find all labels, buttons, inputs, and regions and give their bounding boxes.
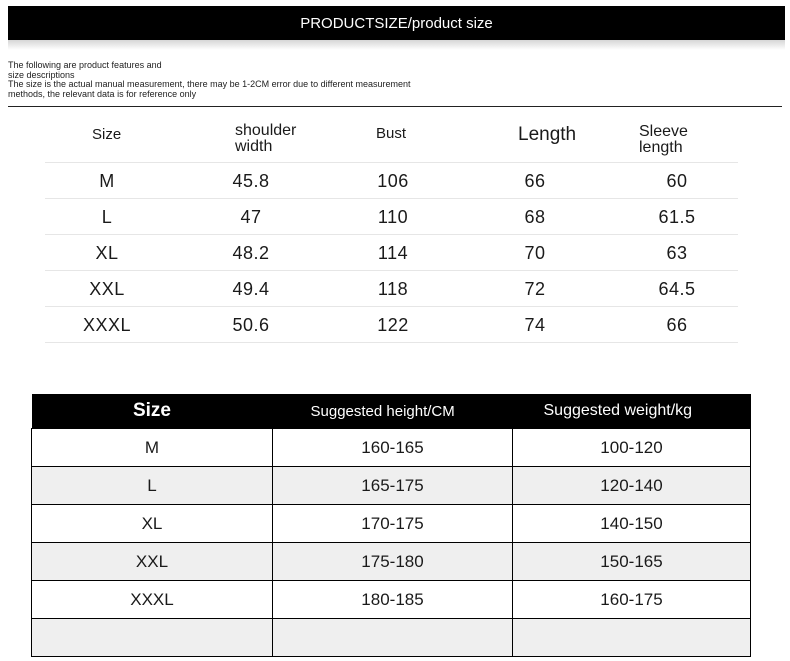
cell-height: 170-175 — [273, 505, 513, 543]
cell-length: 66 — [524, 171, 546, 191]
header-sleeve-length — [639, 124, 688, 156]
fit-table-row — [32, 429, 751, 467]
cell-size: XL — [32, 505, 273, 543]
cell-shoulder: 49.4 — [232, 279, 270, 299]
cell-weight: 140-150 — [513, 505, 751, 543]
size-table-row — [45, 163, 738, 199]
cell-size — [32, 619, 273, 657]
cell-weight: 120-140 — [513, 467, 751, 505]
header-size: Size — [92, 126, 122, 143]
cell-size: XL — [95, 243, 119, 263]
header-length: Length — [518, 124, 577, 145]
cell-bust: 110 — [377, 207, 409, 227]
divider — [8, 106, 782, 107]
size-measurement-table — [45, 114, 738, 343]
note-line: size descriptions — [8, 69, 75, 80]
header-bust: Bust — [376, 125, 407, 142]
cell-sleeve: 61.5 — [658, 207, 696, 227]
cell-size: L — [101, 207, 113, 227]
header-label-line: Sleeve — [639, 123, 688, 140]
cell-height: 160-165 — [273, 429, 513, 467]
cell-bust: 118 — [377, 279, 409, 299]
page-banner — [8, 6, 785, 40]
cell-size: XXXL — [82, 315, 132, 335]
cell-length: 72 — [524, 279, 546, 299]
cell-sleeve: 60 — [666, 171, 688, 191]
header-suggested-weight: Suggested weight/kg — [513, 394, 751, 429]
note-line: methods, the relevant data is for reference only — [8, 88, 197, 99]
fit-table-header — [32, 394, 751, 429]
header-label-line: length — [639, 139, 683, 156]
header-suggested-height: Suggested height/CM — [273, 394, 513, 429]
cell-bust: 122 — [377, 315, 409, 335]
header-label-line: shoulder — [235, 122, 297, 139]
header-size: Size — [32, 394, 273, 429]
size-table-row — [45, 271, 738, 307]
cell-sleeve: 63 — [666, 243, 688, 263]
cell-bust: 106 — [377, 171, 409, 191]
cell-size: XXL — [89, 279, 125, 299]
cell-length: 68 — [524, 207, 546, 227]
size-table-row — [45, 199, 738, 235]
cell-length: 70 — [524, 243, 546, 263]
cell-height — [273, 619, 513, 657]
header-shoulder-width — [235, 123, 296, 155]
fit-table-row — [32, 619, 751, 657]
banner-title: PRODUCTSIZE/product size — [300, 14, 493, 32]
fit-recommendation-table — [31, 394, 751, 657]
cell-size: M — [99, 171, 115, 191]
cell-weight — [513, 619, 751, 657]
cell-weight: 150-165 — [513, 543, 751, 581]
cell-weight: 160-175 — [513, 581, 751, 619]
cell-size: XXL — [32, 543, 273, 581]
cell-size: XXXL — [32, 581, 273, 619]
header-label-line: width — [235, 138, 273, 155]
measurement-notes — [8, 61, 568, 99]
cell-height: 180-185 — [273, 581, 513, 619]
fit-table-row — [32, 505, 751, 543]
cell-size: L — [32, 467, 273, 505]
cell-height: 165-175 — [273, 467, 513, 505]
cell-length: 74 — [524, 315, 546, 335]
note-line: The size is the actual manual measurement, there may be 1-2CM error due to different measurement — [8, 79, 411, 90]
cell-sleeve: 64.5 — [658, 279, 696, 299]
cell-weight: 100-120 — [513, 429, 751, 467]
cell-shoulder: 48.2 — [232, 243, 270, 263]
fit-table-row — [32, 543, 751, 581]
note-line: The following are product features and — [8, 60, 162, 70]
size-table-row — [45, 307, 738, 343]
banner-shadow — [8, 40, 785, 50]
size-table-row — [45, 235, 738, 271]
size-table-header — [45, 114, 738, 163]
cell-size: M — [32, 429, 273, 467]
fit-table-row — [32, 581, 751, 619]
fit-table-row — [32, 467, 751, 505]
cell-shoulder: 45.8 — [232, 171, 270, 191]
cell-shoulder: 50.6 — [232, 315, 270, 335]
cell-shoulder: 47 — [240, 207, 262, 227]
cell-sleeve: 66 — [666, 315, 688, 335]
cell-bust: 114 — [377, 243, 409, 263]
cell-height: 175-180 — [273, 543, 513, 581]
